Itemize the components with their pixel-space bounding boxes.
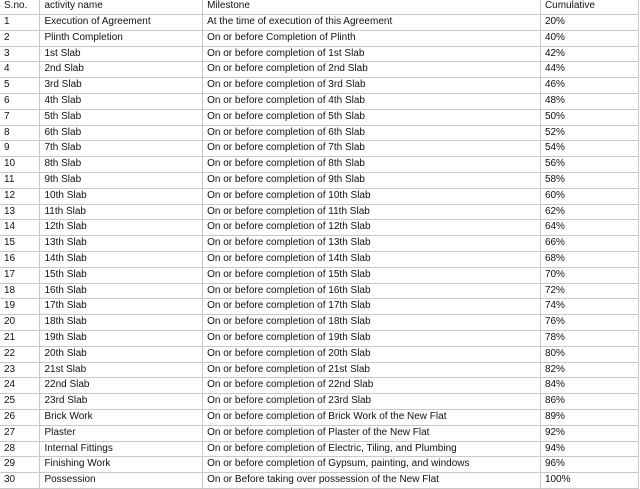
cell-milestone[interactable]: On or before completion of 9th Slab xyxy=(203,172,541,188)
cell-cumulative[interactable]: 48% xyxy=(540,93,638,109)
table-row xyxy=(0,188,639,204)
cell-cumulative[interactable]: 52% xyxy=(540,125,638,141)
cell-activity-name[interactable]: 8th Slab xyxy=(40,157,203,173)
cell-cumulative[interactable]: 84% xyxy=(540,378,638,394)
cell-activity-name[interactable]: 12th Slab xyxy=(40,220,203,236)
cell-activity-name[interactable]: Brick Work xyxy=(40,409,203,425)
cell-activity-name[interactable]: 20th Slab xyxy=(40,346,203,362)
cell-milestone[interactable]: On or before completion of 10th Slab xyxy=(203,188,541,204)
table-row xyxy=(0,409,639,425)
cell-sno[interactable]: 23 xyxy=(0,362,40,378)
cell-cumulative[interactable]: 50% xyxy=(540,109,638,125)
cell-sno[interactable]: 10 xyxy=(0,157,40,173)
cell-sno[interactable]: 20 xyxy=(0,315,40,331)
cell-cumulative[interactable]: 42% xyxy=(540,46,638,62)
cell-cumulative[interactable]: 80% xyxy=(540,346,638,362)
table-row xyxy=(0,220,639,236)
cell-activity-name[interactable]: Possession xyxy=(40,473,203,489)
cell-cumulative[interactable]: 62% xyxy=(540,204,638,220)
cell-cumulative[interactable]: 58% xyxy=(540,172,638,188)
cell-sno[interactable]: 27 xyxy=(0,425,40,441)
cell-sno[interactable]: 26 xyxy=(0,409,40,425)
cell-milestone[interactable]: On or before completion of Gypsum, painting, and windows xyxy=(203,457,541,473)
cell-milestone[interactable]: On or before completion of 11th Slab xyxy=(203,204,541,220)
cell-milestone[interactable]: On or before completion of 8th Slab xyxy=(203,157,541,173)
cell-cumulative[interactable]: 78% xyxy=(540,330,638,346)
table-row xyxy=(0,299,639,315)
cell-activity-name[interactable]: Plaster xyxy=(40,425,203,441)
table-row xyxy=(0,109,639,125)
cell-milestone[interactable]: On or before completion of 6th Slab xyxy=(203,125,541,141)
table-row xyxy=(0,251,639,267)
cell-milestone[interactable]: On or before completion of 21st Slab xyxy=(203,362,541,378)
table-row xyxy=(0,394,639,410)
table-row xyxy=(0,473,639,489)
cell-sno[interactable]: 15 xyxy=(0,236,40,252)
cell-cumulative[interactable]: 54% xyxy=(540,141,638,157)
cell-sno[interactable]: 12 xyxy=(0,188,40,204)
table-row xyxy=(0,15,639,31)
cell-cumulative[interactable]: 76% xyxy=(540,315,638,331)
cell-sno[interactable]: 30 xyxy=(0,473,40,489)
table-row xyxy=(0,125,639,141)
cell-milestone[interactable]: On or before completion of 3rd Slab xyxy=(203,78,541,94)
cell-sno[interactable]: 22 xyxy=(0,346,40,362)
cell-activity-name[interactable]: 19th Slab xyxy=(40,330,203,346)
header-activity-name[interactable]: activity name xyxy=(40,0,203,15)
cell-activity-name[interactable]: Internal Fittings xyxy=(40,441,203,457)
cell-sno[interactable]: 3 xyxy=(0,46,40,62)
cell-milestone[interactable]: On or before completion of 20th Slab xyxy=(203,346,541,362)
cell-milestone[interactable]: On or before completion of 4th Slab xyxy=(203,93,541,109)
table-row xyxy=(0,204,639,220)
cell-activity-name[interactable]: 11th Slab xyxy=(40,204,203,220)
cell-cumulative[interactable]: 70% xyxy=(540,267,638,283)
cell-cumulative[interactable]: 44% xyxy=(540,62,638,78)
cell-milestone[interactable]: On or before completion of 2nd Slab xyxy=(203,62,541,78)
cell-cumulative[interactable]: 56% xyxy=(540,157,638,173)
cell-milestone[interactable]: On or before completion of 13th Slab xyxy=(203,236,541,252)
cell-sno[interactable]: 16 xyxy=(0,251,40,267)
cell-sno[interactable]: 13 xyxy=(0,204,40,220)
cell-milestone[interactable]: On or before completion of 14th Slab xyxy=(203,251,541,267)
cell-sno[interactable]: 25 xyxy=(0,394,40,410)
cell-activity-name[interactable]: 16th Slab xyxy=(40,283,203,299)
cell-cumulative[interactable]: 66% xyxy=(540,236,638,252)
cell-milestone[interactable]: On or before completion of 17th Slab xyxy=(203,299,541,315)
cell-cumulative[interactable]: 82% xyxy=(540,362,638,378)
cell-sno[interactable]: 28 xyxy=(0,441,40,457)
cell-sno[interactable]: 9 xyxy=(0,141,40,157)
cell-activity-name[interactable]: 6th Slab xyxy=(40,125,203,141)
table-row xyxy=(0,346,639,362)
cell-milestone[interactable]: On or before completion of 23rd Slab xyxy=(203,394,541,410)
cell-milestone[interactable]: On or before completion of Electric, Tiling, and Plumbing xyxy=(203,441,541,457)
cell-cumulative[interactable]: 74% xyxy=(540,299,638,315)
table-row xyxy=(0,157,639,173)
cell-milestone[interactable]: At the time of execution of this Agreement xyxy=(203,15,541,31)
cell-cumulative[interactable]: 20% xyxy=(540,15,638,31)
table-row xyxy=(0,267,639,283)
cell-activity-name[interactable]: 9th Slab xyxy=(40,172,203,188)
cell-milestone[interactable]: On or before completion of 22nd Slab xyxy=(203,378,541,394)
cell-milestone[interactable]: On or before completion of 18th Slab xyxy=(203,315,541,331)
cell-activity-name[interactable]: 17th Slab xyxy=(40,299,203,315)
table-row xyxy=(0,46,639,62)
cell-activity-name[interactable]: 2nd Slab xyxy=(40,62,203,78)
cell-cumulative[interactable]: 92% xyxy=(540,425,638,441)
cell-milestone[interactable]: On or before completion of Brick Work of the New Flat xyxy=(203,409,541,425)
table-row xyxy=(0,362,639,378)
cell-activity-name[interactable]: Finishing Work xyxy=(40,457,203,473)
cell-cumulative[interactable]: 68% xyxy=(540,251,638,267)
cell-cumulative[interactable]: 40% xyxy=(540,30,638,46)
table-row xyxy=(0,283,639,299)
cell-activity-name[interactable]: 18th Slab xyxy=(40,315,203,331)
cell-activity-name[interactable]: 5th Slab xyxy=(40,109,203,125)
cell-cumulative[interactable]: 60% xyxy=(540,188,638,204)
cell-sno[interactable]: 21 xyxy=(0,330,40,346)
cell-cumulative[interactable]: 46% xyxy=(540,78,638,94)
cell-sno[interactable]: 6 xyxy=(0,93,40,109)
cell-activity-name[interactable]: 22nd Slab xyxy=(40,378,203,394)
table-row xyxy=(0,457,639,473)
cell-sno[interactable]: 19 xyxy=(0,299,40,315)
cell-sno[interactable]: 17 xyxy=(0,267,40,283)
cell-sno[interactable]: 5 xyxy=(0,78,40,94)
cell-cumulative[interactable]: 86% xyxy=(540,394,638,410)
cell-sno[interactable]: 11 xyxy=(0,172,40,188)
cell-activity-name[interactable]: 4th Slab xyxy=(40,93,203,109)
cell-activity-name[interactable]: 21st Slab xyxy=(40,362,203,378)
cell-milestone[interactable]: On or before Completion of Plinth xyxy=(203,30,541,46)
table-row xyxy=(0,78,639,94)
table-row xyxy=(0,330,639,346)
header-row xyxy=(0,0,639,15)
table-row xyxy=(0,378,639,394)
cell-milestone[interactable]: On or before completion of 7th Slab xyxy=(203,141,541,157)
cell-sno[interactable]: 14 xyxy=(0,220,40,236)
table-row xyxy=(0,93,639,109)
cell-activity-name[interactable]: 14th Slab xyxy=(40,251,203,267)
table-row xyxy=(0,441,639,457)
header-sno[interactable]: S.no. xyxy=(0,0,40,15)
cell-milestone[interactable]: On or before completion of 19th Slab xyxy=(203,330,541,346)
cell-cumulative[interactable]: 96% xyxy=(540,457,638,473)
cell-activity-name[interactable]: 1st Slab xyxy=(40,46,203,62)
cell-cumulative[interactable]: 100% xyxy=(540,473,638,489)
cell-sno[interactable]: 8 xyxy=(0,125,40,141)
cell-cumulative[interactable]: 94% xyxy=(540,441,638,457)
cell-activity-name[interactable]: 15th Slab xyxy=(40,267,203,283)
cell-cumulative[interactable]: 72% xyxy=(540,283,638,299)
table-row xyxy=(0,425,639,441)
cell-sno[interactable]: 18 xyxy=(0,283,40,299)
cell-milestone[interactable]: On or Before taking over possession of the New Flat xyxy=(203,473,541,489)
table-row xyxy=(0,172,639,188)
cell-milestone[interactable]: On or before completion of 15th Slab xyxy=(203,267,541,283)
header-cumulative[interactable]: Cumulative xyxy=(540,0,638,15)
cell-sno[interactable]: 1 xyxy=(0,15,40,31)
cell-sno[interactable]: 4 xyxy=(0,62,40,78)
table-row xyxy=(0,62,639,78)
cell-sno[interactable]: 29 xyxy=(0,457,40,473)
cell-sno[interactable]: 2 xyxy=(0,30,40,46)
cell-activity-name[interactable]: 23rd Slab xyxy=(40,394,203,410)
cell-activity-name[interactable]: Plinth Completion xyxy=(40,30,203,46)
cell-activity-name[interactable]: 10th Slab xyxy=(40,188,203,204)
cell-cumulative[interactable]: 64% xyxy=(540,220,638,236)
cell-milestone[interactable]: On or before completion of 1st Slab xyxy=(203,46,541,62)
cell-sno[interactable]: 24 xyxy=(0,378,40,394)
cell-sno[interactable]: 7 xyxy=(0,109,40,125)
table-row xyxy=(0,315,639,331)
table-row xyxy=(0,141,639,157)
cell-milestone[interactable]: On or before completion of 16th Slab xyxy=(203,283,541,299)
cell-cumulative[interactable]: 89% xyxy=(540,409,638,425)
table-row xyxy=(0,236,639,252)
cell-milestone[interactable]: On or before completion of 5th Slab xyxy=(203,109,541,125)
cell-milestone[interactable]: On or before completion of Plaster of the New Flat xyxy=(203,425,541,441)
header-milestone[interactable]: Milestone xyxy=(203,0,541,15)
table-row xyxy=(0,30,639,46)
cell-milestone[interactable]: On or before completion of 12th Slab xyxy=(203,220,541,236)
cell-activity-name[interactable]: 13th Slab xyxy=(40,236,203,252)
cell-activity-name[interactable]: 7th Slab xyxy=(40,141,203,157)
cell-activity-name[interactable]: 3rd Slab xyxy=(40,78,203,94)
cell-activity-name[interactable]: Execution of Agreement xyxy=(40,15,203,31)
